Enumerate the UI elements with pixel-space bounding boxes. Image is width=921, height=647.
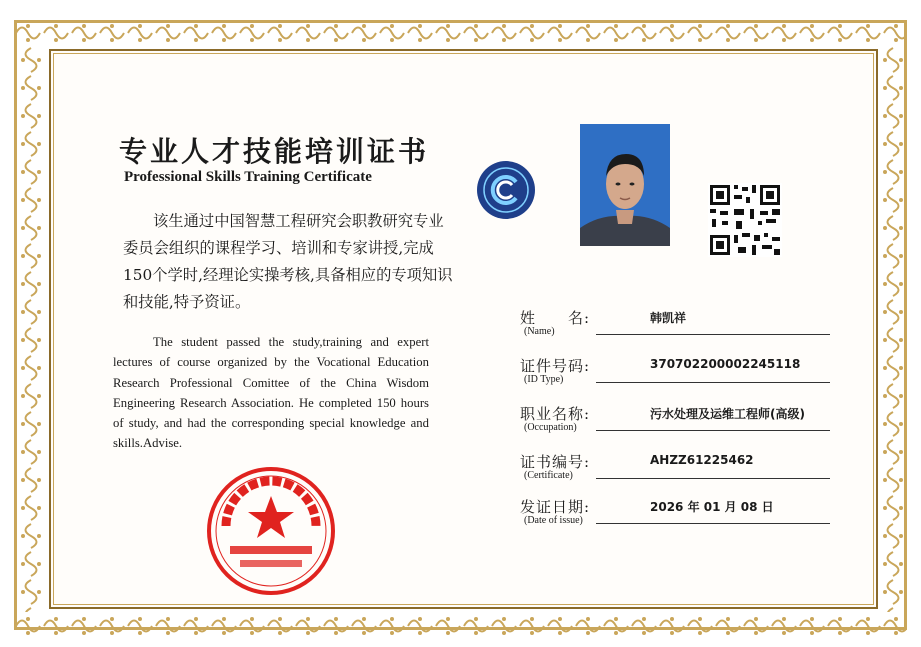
field-rule <box>596 430 830 431</box>
body-text-english: The student passed the study,training and expert lectures of course organized by the Vocational Education Research Professional Comittee of the China Wisdom Engineering Research Association. He completed 150 hours of study, and had the corresponding special knowledge and skills.Advise. <box>113 335 429 451</box>
field-name-value: 韩凯祥 <box>650 311 687 325</box>
field-occupation-value: 污水处理及运维工程师(高级) <box>650 407 805 421</box>
field-id-label: 证件号码: <box>520 357 591 375</box>
body-text-chinese: 该生通过中国智慧工程研究会职教研究专业委员会组织的课程学习、培训和专家讲授,完成150个学时,经理论实操考核,具备相应的专项知识和技能,特予资证。 <box>123 212 453 311</box>
field-rule <box>596 382 830 383</box>
field-name-label: 姓 名: <box>520 309 591 327</box>
field-id-value: 370702200002245118 <box>650 357 801 371</box>
field-id-label-en: (ID Type) <box>524 374 564 385</box>
field-rule <box>596 523 830 524</box>
field-certificate-value: AHZZ61225462 <box>650 453 754 467</box>
qr-code-icon <box>708 183 782 257</box>
field-rule <box>596 334 830 335</box>
border-pattern-bottom <box>14 611 907 641</box>
field-name-label-en: (Name) <box>524 326 555 337</box>
field-certificate-label-en: (Certificate) <box>524 470 573 481</box>
field-issue-date-label-en: (Date of issue) <box>524 515 583 526</box>
title-chinese: 专业人才技能培训证书 <box>119 135 430 168</box>
title-english: Professional Skills Training Certificate <box>124 169 372 185</box>
field-occupation-label-en: (Occupation) <box>524 422 577 433</box>
field-issue-date-label: 发证日期: <box>520 498 591 516</box>
field-occupation-label: 职业名称: <box>520 405 591 423</box>
field-rule <box>596 478 830 479</box>
field-certificate-label: 证书编号: <box>520 453 591 471</box>
border-pattern-top <box>14 18 907 48</box>
border-pattern-right <box>876 46 908 612</box>
field-issue-date-value: 2026 年 01 月 08 日 <box>650 500 774 514</box>
association-emblem-icon <box>476 160 536 220</box>
holder-photo <box>580 124 670 246</box>
border-pattern-left <box>14 46 48 612</box>
official-seal-icon <box>206 466 336 596</box>
